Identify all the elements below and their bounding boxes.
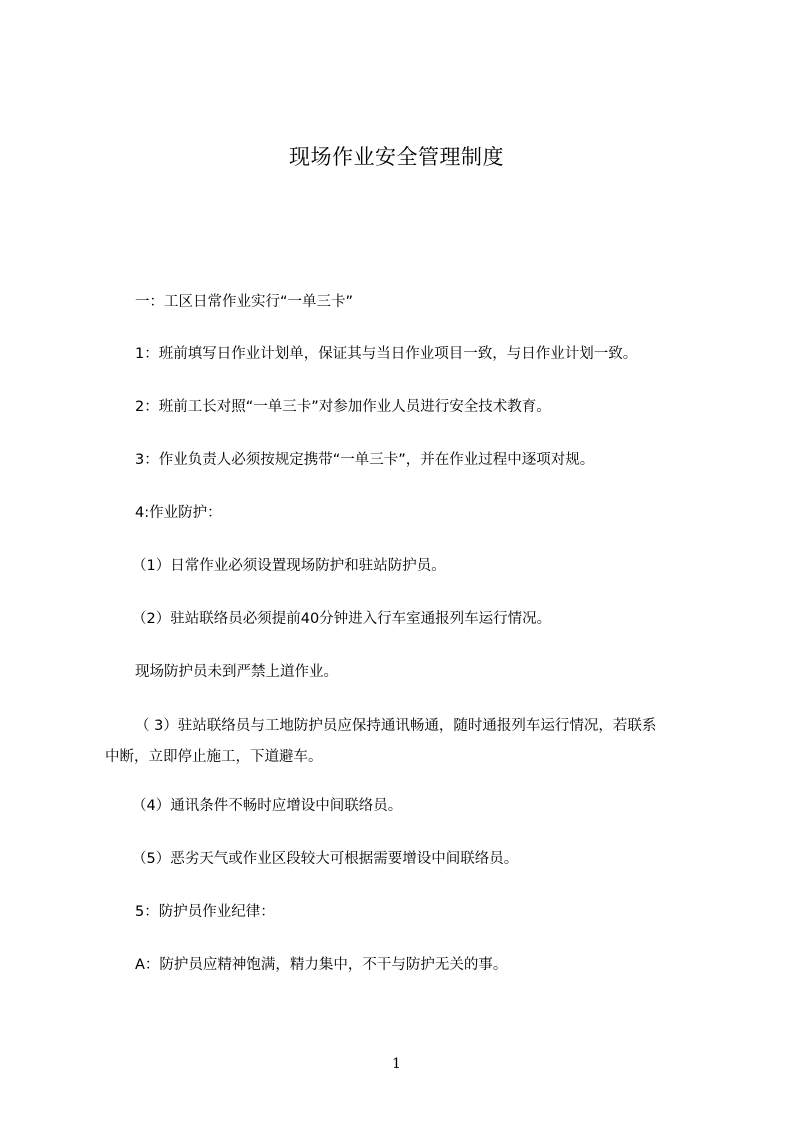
document-title: 现场作业安全管理制度 <box>289 145 504 169</box>
paragraph-subitem-5: （5）恶劣天气或作业区段较大可根据需要增设中间联络员。 <box>132 851 519 867</box>
paragraph-item-1: 1：班前填写日作业计划单，保证其与当日作业项目一致，与日作业计划一致。 <box>135 346 638 362</box>
paragraph-subitem-2: （2）驻站联络员必须提前40分钟进入行车室通报列车运行情况。 <box>132 611 552 627</box>
paragraph-subitem-1: （1）日常作业必须设置现场防护和驻站防护员。 <box>132 558 446 574</box>
page-number: 1 <box>392 1056 401 1072</box>
section-heading-1: 一：工区日常作业实行“一单三卡” <box>135 294 354 310</box>
paragraph-subitem-3 <box>105 711 711 773</box>
paragraph-subitem-3-line-2: 中断，立即停止施工，下道避车。 <box>105 749 323 765</box>
paragraph-item-a: A：防护员应精神饱满，精力集中，不干与防护无关的事。 <box>135 957 508 973</box>
paragraph-item-4-heading: 4:作业防护： <box>135 505 222 521</box>
paragraph-subitem-3-line-1: （ 3）驻站联络员与工地防护员应保持通讯畅通，随时通报列车运行情况，若联系 <box>135 718 657 734</box>
paragraph-subitem-4: （4）通讯条件不畅时应增设中间联络员。 <box>132 798 403 814</box>
paragraph-item-3: 3：作业负责人必须按规定携带“一单三卡”，并在作业过程中逐项对规。 <box>135 452 595 468</box>
paragraph-item-5-heading: 5：防护员作业纪律： <box>135 904 275 920</box>
paragraph-item-2: 2：班前工长对照“一单三卡”对参加作业人员进行安全技术教育。 <box>135 399 551 415</box>
paragraph-note: 现场防护员未到严禁上道作业。 <box>135 664 338 680</box>
